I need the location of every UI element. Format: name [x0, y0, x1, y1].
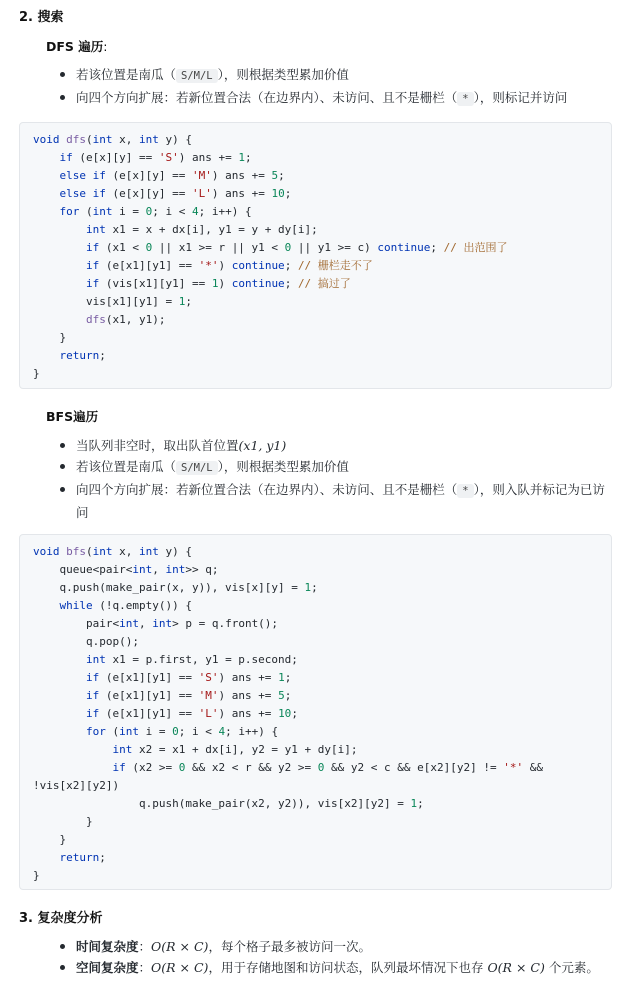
bfs-bullet-list: [52, 435, 612, 523]
bfs-code-line: q.pop();: [33, 635, 139, 648]
dfs-code: [20, 123, 611, 383]
dfs-code-line: }: [33, 367, 40, 380]
dfs-bullet-list: [52, 64, 612, 110]
dfs-code-line: else if (e[x][y] == 'L') ans += 10;: [59, 187, 292, 200]
bfs-code-line: !vis[x2][y2]): [33, 779, 120, 792]
list-item: 向四个方向扩展：若新位置合法（在边界内）、未访问、且不是栅栏（ * ），则入队并标记为已访问: [52, 479, 612, 523]
dfs-code-line: dfs(x1, y1);: [85, 313, 166, 326]
inline-code: S/M/L: [176, 69, 218, 83]
dfs-code-line: if (x1 < 0 || x1 >= r || y1 < 0 || y1 >= c) continue; // 出范围了: [85, 241, 508, 254]
inline-code: *: [457, 484, 473, 498]
list-item: 空间复杂度：O(R × C)，用于存储地图和访问状态，队列最坏情况下也存 O(R × C) 个元素。: [52, 957, 612, 978]
dfs-code-line: else if (e[x][y] == 'M') ans += 5;: [59, 169, 285, 182]
bfs-code-line: }: [33, 869, 40, 882]
list-item: 时间复杂度：O(R × C)，每个格子最多被访问一次。: [52, 936, 612, 957]
bfs-code-line: pair<int, int> p = q.front();: [33, 617, 279, 630]
bfs-code-line: q.push(make_pair(x, y)), vis[x][y] = 1;: [33, 581, 318, 594]
bfs-code-line: if (x2 >= 0 && x2 < r && y2 >= 0 && y2 < c && e[x2][y2] != '*' &&: [112, 761, 543, 774]
bfs-subheading: [46, 407, 98, 425]
section-heading-complexity: 3. 复杂度分析: [19, 911, 103, 926]
bfs-code-line: q.push(make_pair(x2, y2)), vis[x2][y2] = 1;: [33, 797, 424, 810]
dfs-code-line: if (e[x][y] == 'S') ans += 1;: [59, 151, 252, 164]
list-item: 向四个方向扩展：若新位置合法（在边界内）、未访问、且不是栅栏（ * ），则标记并访问: [52, 87, 612, 110]
dfs-subheading: [46, 37, 108, 55]
list-item: 若该位置是南瓜（ S/M/L ），则根据类型累加价值: [52, 64, 612, 87]
dfs-code-line: if (e[x1][y1] == '*') continue; // 栅栏走不了: [85, 259, 373, 272]
math-expression: O(R × C): [151, 960, 209, 975]
bfs-code-line: }: [33, 833, 67, 846]
bfs-code-line: if (e[x1][y1] == 'M') ans += 5;: [85, 689, 292, 702]
list-item: 若该位置是南瓜（ S/M/L ），则根据类型累加价值: [52, 456, 612, 479]
dfs-code-line: int x1 = x + dx[i], y1 = y + dy[i];: [85, 223, 318, 236]
dfs-title-colon: :: [103, 39, 108, 54]
inline-code: S/M/L: [176, 461, 218, 475]
complexity-bullet-list: [52, 936, 612, 978]
bfs-code: [20, 535, 611, 885]
bfs-code-block: [19, 534, 612, 890]
bfs-code-line: return;: [59, 851, 106, 864]
space-complexity-label: 空间复杂度: [76, 960, 139, 975]
bfs-code-line: if (e[x1][y1] == 'L') ans += 10;: [85, 707, 298, 720]
dfs-code-line: void dfs(int x, int y) {: [33, 133, 192, 146]
bfs-code-line: if (e[x1][y1] == 'S') ans += 1;: [85, 671, 292, 684]
math-expression: O(R × C): [487, 960, 545, 975]
bfs-code-line: queue<pair<int, int>> q;: [33, 563, 219, 576]
bfs-code-line: }: [33, 815, 93, 828]
bfs-code-line: while (!q.empty()) {: [59, 599, 192, 612]
dfs-code-block: [19, 122, 612, 389]
dfs-code-line: for (int i = 0; i < 4; i++) {: [59, 205, 252, 218]
dfs-code-line: vis[x1][y1] = 1;: [33, 295, 192, 308]
bfs-code-line: int x1 = p.first, y1 = p.second;: [85, 653, 298, 666]
dfs-code-line: return;: [59, 349, 106, 362]
bfs-code-line: int x2 = x1 + dx[i], y2 = y1 + dy[i];: [112, 743, 358, 756]
list-item: 当队列非空时，取出队首位置(x1, y1): [52, 435, 612, 456]
bfs-code-line: for (int i = 0; i < 4; i++) {: [85, 725, 279, 738]
math-expression: (x1, y1): [238, 438, 287, 453]
math-expression: O(R × C): [151, 939, 209, 954]
bfs-code-line: void bfs(int x, int y) {: [33, 545, 192, 558]
dfs-code-line: }: [33, 331, 67, 344]
section-heading-search: 2. 搜索: [19, 10, 64, 25]
inline-code: *: [457, 92, 473, 106]
time-complexity-label: 时间复杂度: [76, 939, 139, 954]
dfs-title: DFS 遍历: [46, 39, 104, 54]
dfs-code-line: if (vis[x1][y1] == 1) continue; // 搞过了: [85, 277, 351, 290]
bfs-title: BFS遍历: [46, 409, 99, 424]
